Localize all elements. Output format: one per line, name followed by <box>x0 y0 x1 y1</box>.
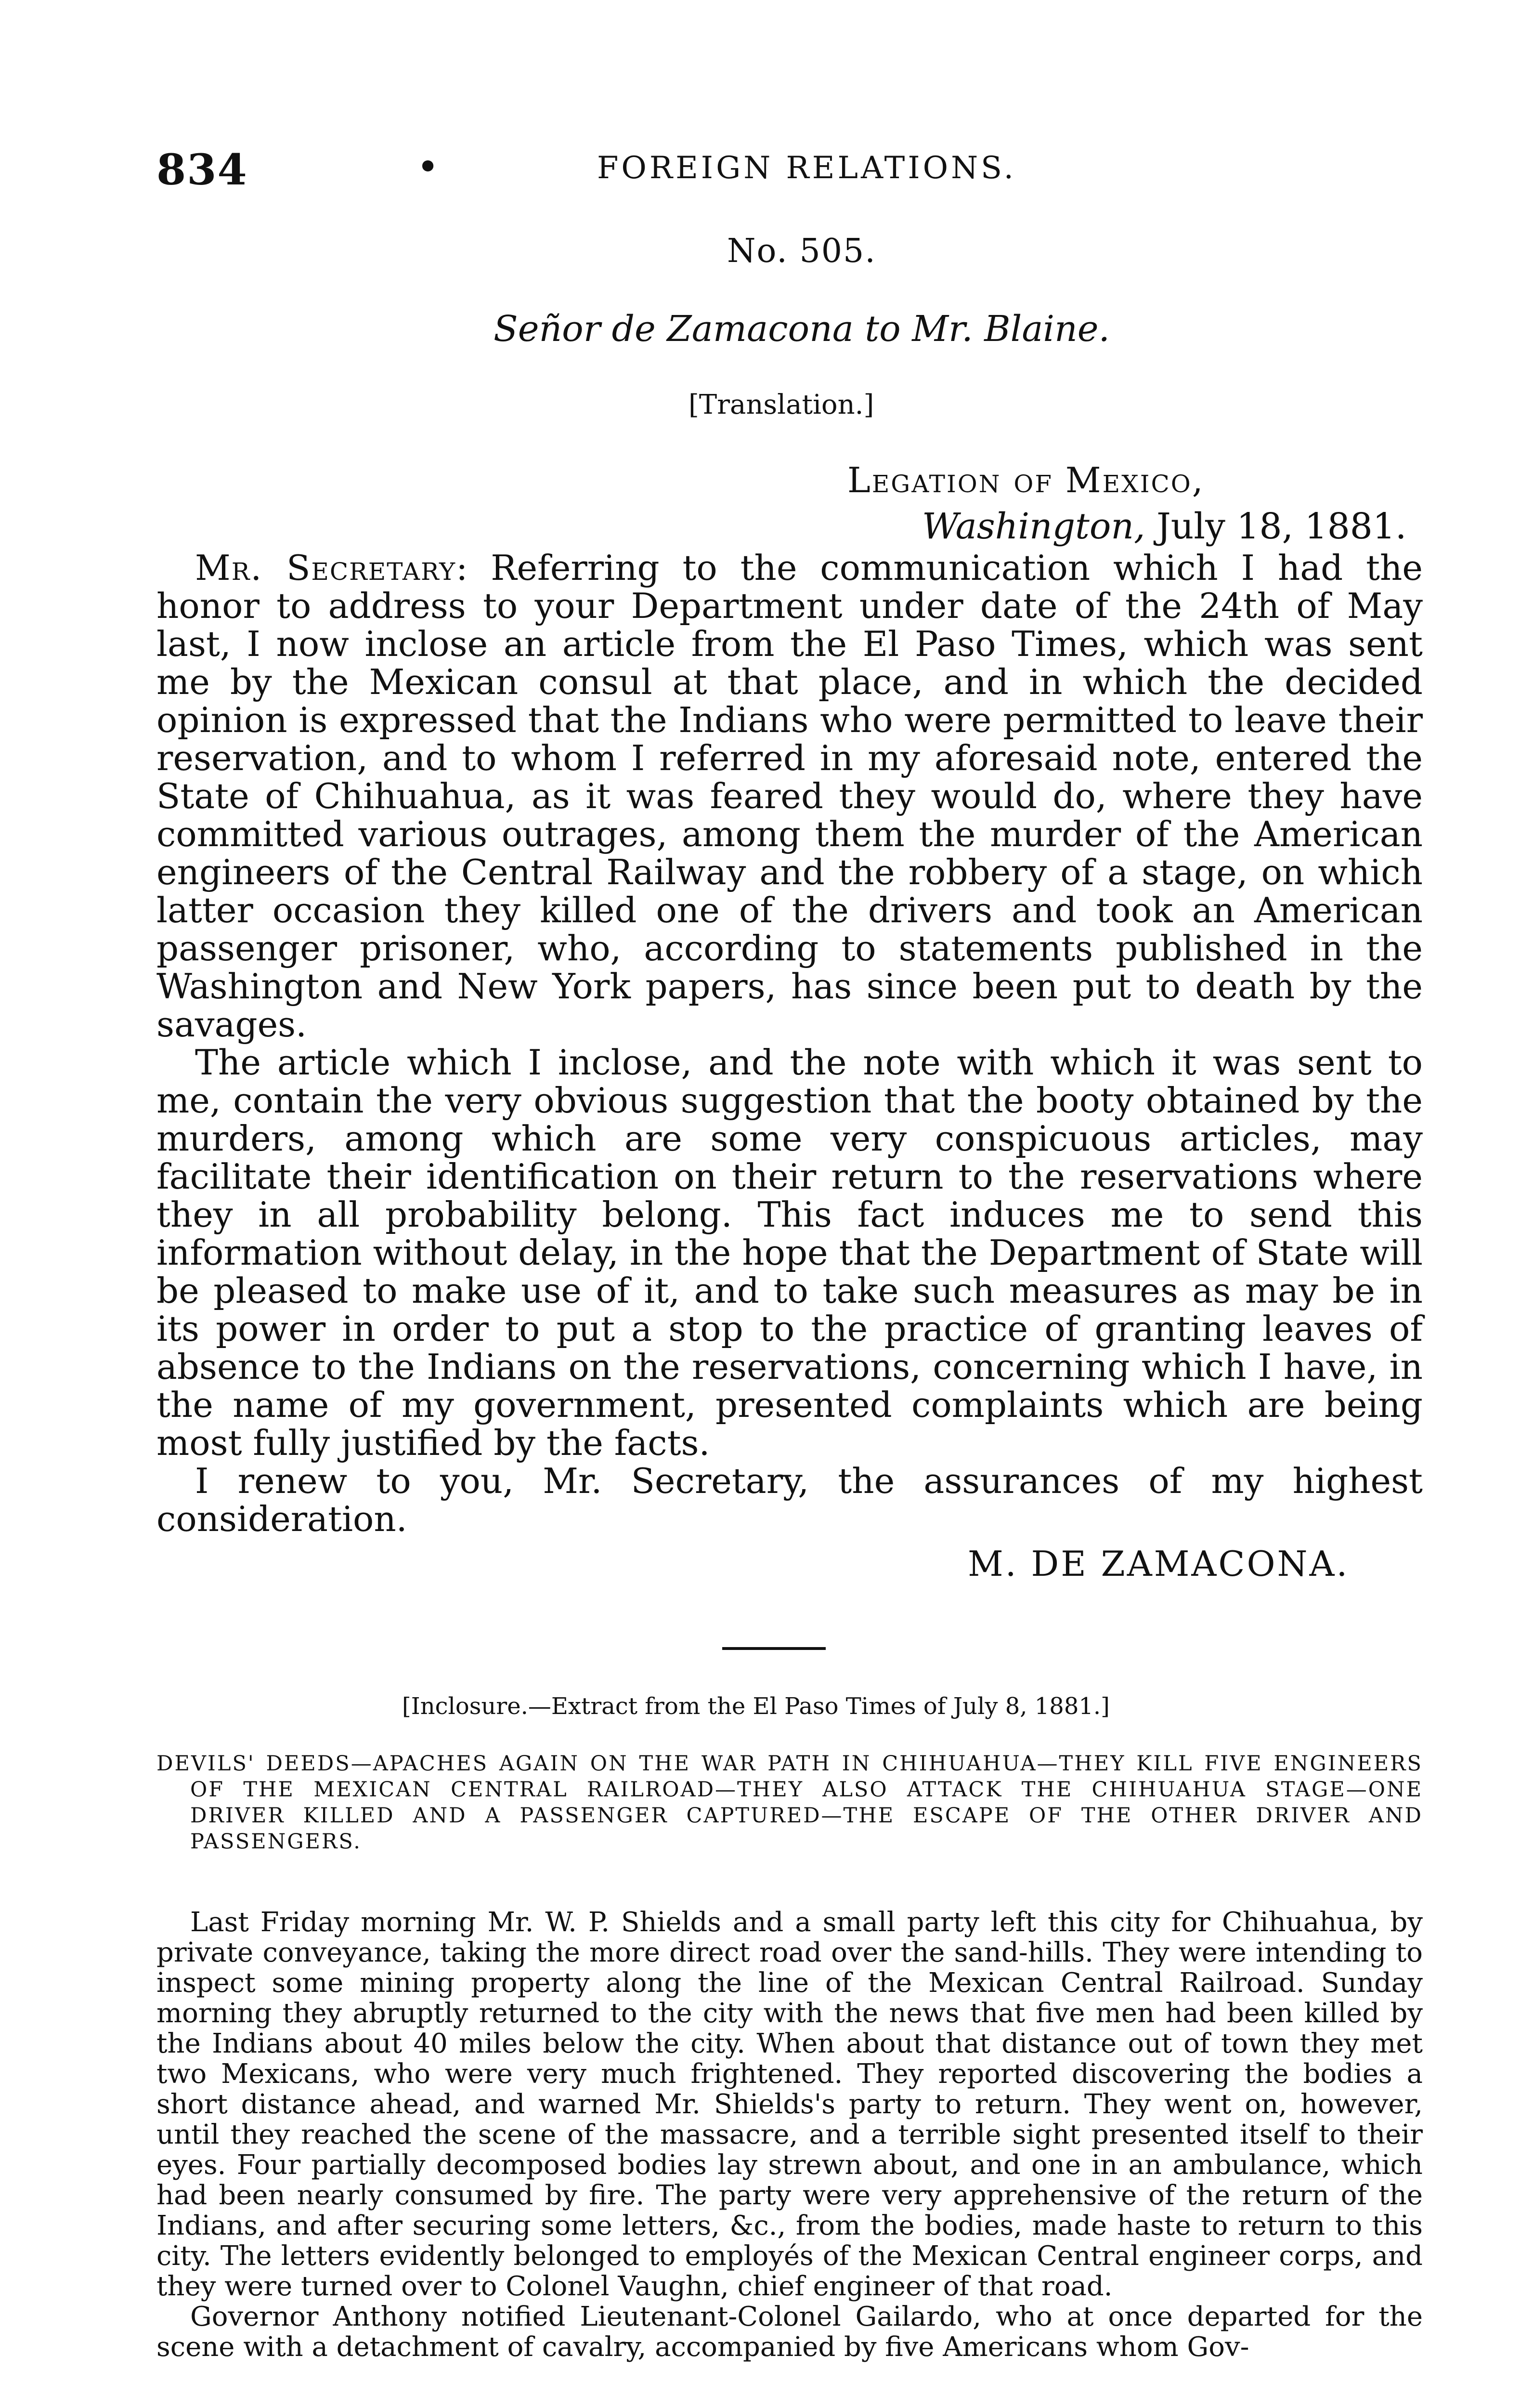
document-number: No. 505. <box>727 232 876 270</box>
dateline-date: July 18, 1881. <box>1145 506 1407 547</box>
salutation: Mr. Secretary <box>195 548 456 588</box>
headline-text: DEVILS' DEEDS—APACHES AGAIN ON THE WAR PATH IN CHIHUAHUA—THEY KILL FIVE ENGINEERS OF THE MEXICAN CENTRAL RAILROAD—THEY ALSO ATTACK THE CHIHUAHUA STAGE—ONE DRIVER KILLED AND A PASSENGER CAPTURED—THE ESCAPE OF THE OTHER DRIVER AND PASSENGERS. <box>156 1752 1423 1854</box>
page-header <box>156 144 1418 197</box>
letter-body <box>156 549 1423 1538</box>
running-head: FOREIGN RELATIONS. <box>597 150 1016 186</box>
section-divider <box>722 1647 826 1650</box>
translation-note: [Translation.] <box>689 389 874 420</box>
page-number: 834 <box>156 144 248 195</box>
article-headline <box>156 1751 1423 1855</box>
letter-paragraph: Mr. Secretary: Referring to the communication which I had the honor to address to your Department under date of the 24th of May last, I now inclose an article from the El Paso Times, which was sent me by the Mexican consul at that place, and in which the decided opinion is expressed that the Indians who were permitted to leave their reservation, and to whom I referred in my aforesaid note, entered the State of Chihuahua, as it was feared they would do, where they have committed various outrages, among them the murder of the American engineers of the Central Railway and the robbery of a stage, on which latter occasion they killed one of the drivers and took an American passenger prisoner, who, according to statements published in the Washington and New York papers, has since been put to death by the savages. <box>156 548 1423 1045</box>
document-title: Señor de Zamacona to Mr. Blaine. <box>494 308 1110 350</box>
legation-line: Legation of Mexico, <box>847 460 1205 500</box>
dateline <box>922 506 1406 547</box>
letter-paragraph: The article which I inclose, and the note with which it was sent to me, contain the very obvious suggestion that the booty obtained by the murders, among which are some very conspicuous articles, may facilitate their identification on their return to the reservations where they in all probability belong. This fact induces me to send this information without delay, in the hope that the Department of State will be pleased to make use of it, and to take such measures as may be in its power in order to put a stop to the practice of granting leaves of absence to the Indians on the reservations, concerning which I have, in the name of my government, presented complaints which are being most fully justified by the facts. <box>156 1042 1423 1463</box>
article-body <box>156 1907 1423 2362</box>
inclosure-note: [Inclosure.—Extract from the El Paso Times of July 8, 1881.] <box>402 1693 1110 1720</box>
article-paragraph: Last Friday morning Mr. W. P. Shields and a small party left this city for Chihuahua, by private conveyance, taking the more direct road over the sand-hills. They were intending to inspect some mining property along the line of the Mexican Central Railroad. Sunday morning they abruptly returned to the city with the news that five men had been killed by the Indians about 40 miles below the city. When about that distance out of town they met two Mexicans, who were very much frightened. They reported discovering the bodies a short distance ahead, and warned Mr. Shields's party to return. They went on, however, until they reached the scene of the massacre, and a terrible sight presented itself to their eyes. Four partially decomposed bodies lay strewn about, and one in an ambulance, which had been nearly consumed by fire. The party were very apprehensive of the return of the Indians, and after securing some letters, &c., from the bodies, made haste to return to this city. The letters evidently belonged to employés of the Mexican Central engineer corps, and they were turned over to Colonel Vaughn, chief engineer of that road. <box>156 1907 1423 2302</box>
dateline-place: Washington, <box>922 506 1145 547</box>
header-bullet: • <box>416 144 440 189</box>
article-paragraph: Governor Anthony notified Lieutenant-Colonel Gailardo, who at once departed for the scene with a detachment of cavalry, accompanied by five Americans whom Gov- <box>156 2301 1423 2363</box>
letter-paragraph: I renew to you, Mr. Secretary, the assurances of my highest consideration. <box>156 1461 1423 1539</box>
signature: M. DE ZAMACONA. <box>968 1544 1350 1584</box>
